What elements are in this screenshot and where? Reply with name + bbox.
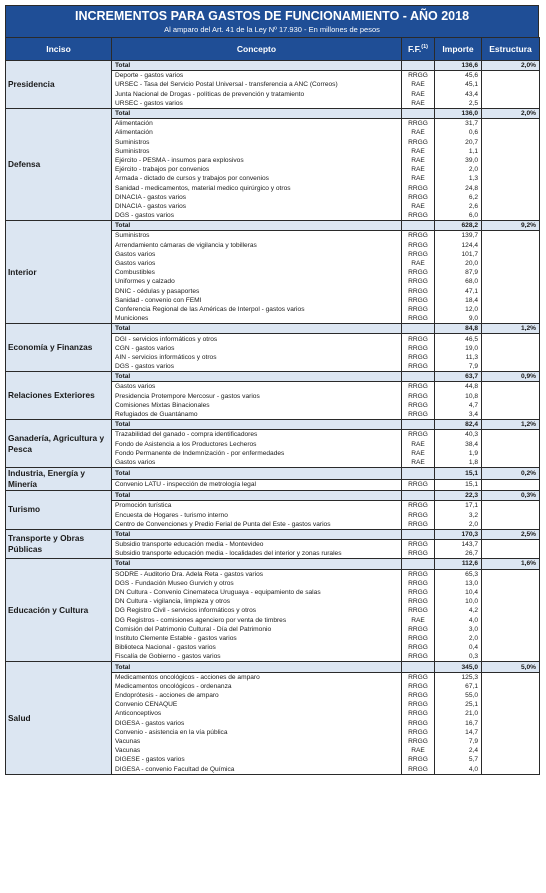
total-row: [6, 221, 540, 231]
total-row: [6, 491, 540, 501]
total-label: Total: [112, 372, 402, 382]
ff-cell: RRGG: [402, 652, 435, 662]
importe-cell: 139,7: [435, 231, 482, 241]
ff-cell: RAE: [402, 259, 435, 268]
importe-cell: 124,4: [435, 241, 482, 250]
total-label: Total: [112, 529, 402, 539]
ff-cell: RRGG: [402, 728, 435, 737]
ff-cell: RAE: [402, 202, 435, 211]
concepto-cell: URSEC - Tasa del Servicio Postal Universal - transferencia a ANC (Correos): [112, 80, 402, 89]
ff-cell: RRGG: [402, 672, 435, 682]
total-ff: [402, 420, 435, 430]
inciso-name: Defensa: [6, 108, 112, 220]
inciso-name: Educación y Cultura: [6, 559, 112, 662]
ff-cell: RRGG: [402, 719, 435, 728]
ff-cell: RRGG: [402, 765, 435, 775]
importe-cell: 10,8: [435, 392, 482, 401]
importe-cell: 0,6: [435, 128, 482, 137]
ff-cell: RAE: [402, 174, 435, 183]
concepto-cell: Medicamentos oncológicos - ordenanza: [112, 682, 402, 691]
concepto-cell: Fondo de Asistencia a los Productores Lecheros: [112, 440, 402, 449]
total-importe: 136,0: [435, 108, 482, 118]
concepto-cell: Centro de Convenciones y Predio Ferial de Punta del Este - gastos varios: [112, 520, 402, 530]
ff-cell: RAE: [402, 458, 435, 468]
concepto-cell: DN Cultura - Convenio Cinemateca Uruguaya - equipamiento de salas: [112, 588, 402, 597]
ff-cell: RRGG: [402, 691, 435, 700]
importe-cell: 2,5: [435, 99, 482, 109]
ff-cell: RRGG: [402, 241, 435, 250]
inciso-name: Relaciones Exteriores: [6, 372, 112, 420]
ff-cell: RAE: [402, 440, 435, 449]
total-estructura: 0,2%: [482, 468, 540, 480]
importe-cell: 10,0: [435, 597, 482, 606]
importe-cell: 2,0: [435, 634, 482, 643]
total-estructura: 2,5%: [482, 529, 540, 539]
total-estructura: 1,6%: [482, 559, 540, 569]
ff-cell: RRGG: [402, 501, 435, 511]
importe-cell: 4,0: [435, 616, 482, 625]
importe-cell: 26,7: [435, 549, 482, 559]
importe-cell: 14,7: [435, 728, 482, 737]
concepto-cell: Fondo Permanente de Indemnización - por enfermedades: [112, 449, 402, 458]
total-ff: [402, 61, 435, 71]
header-ff-label: F.F.: [408, 44, 422, 54]
inciso-name: Salud: [6, 662, 112, 774]
ff-cell: RAE: [402, 90, 435, 99]
importe-cell: 7,9: [435, 362, 482, 372]
report-container: [5, 5, 539, 775]
concepto-cell: Combustibles: [112, 268, 402, 277]
concepto-cell: Fiscalía de Gobierno - gastos varios: [112, 652, 402, 662]
inciso-name: Presidencia: [6, 61, 112, 109]
ff-cell: RRGG: [402, 382, 435, 392]
importe-cell: 7,9: [435, 737, 482, 746]
concepto-cell: DNIC - cédulas y pasaportes: [112, 287, 402, 296]
concepto-cell: DG Registro Civil - servicios informáticos y otros: [112, 606, 402, 615]
concepto-cell: Sanidad - medicamentos, material medico quirúrgico y otros: [112, 183, 402, 192]
total-estructura: 2,0%: [482, 61, 540, 71]
inciso-name: Turismo: [6, 491, 112, 530]
ff-cell: RRGG: [402, 540, 435, 550]
inciso-name: Interior: [6, 221, 112, 324]
concepto-cell: Medicamentos oncológicos - acciones de amparo: [112, 672, 402, 682]
importe-cell: 6,2: [435, 193, 482, 202]
concepto-cell: Ejército - PESMA - insumos para explosivos: [112, 156, 402, 165]
header-concepto: Concepto: [112, 38, 402, 61]
importe-cell: 87,9: [435, 268, 482, 277]
total-importe: 170,3: [435, 529, 482, 539]
inciso-name: Economía y Finanzas: [6, 324, 112, 372]
total-label: Total: [112, 108, 402, 118]
total-estructura: 2,0%: [482, 108, 540, 118]
ff-cell: RRGG: [402, 682, 435, 691]
funding-table: [5, 37, 540, 775]
concepto-cell: Gastos varios: [112, 250, 402, 259]
ff-cell: RRGG: [402, 737, 435, 746]
ff-cell: RAE: [402, 449, 435, 458]
importe-cell: 40,3: [435, 430, 482, 440]
concepto-cell: Gastos varios: [112, 259, 402, 268]
total-label: Total: [112, 662, 402, 672]
total-importe: 112,6: [435, 559, 482, 569]
importe-cell: 20,7: [435, 138, 482, 147]
ff-cell: RRGG: [402, 119, 435, 129]
ff-cell: RRGG: [402, 709, 435, 718]
importe-cell: 13,0: [435, 579, 482, 588]
importe-cell: 4,2: [435, 606, 482, 615]
importe-cell: 6,0: [435, 211, 482, 221]
ff-cell: RRGG: [402, 510, 435, 519]
concepto-cell: Armada - dictado de cursos y trabajos por convenios: [112, 174, 402, 183]
concepto-cell: Vacunas: [112, 746, 402, 755]
header-ff-footnote: (1): [421, 44, 428, 51]
ff-cell: RRGG: [402, 700, 435, 709]
concepto-cell: DGI - servicios informáticos y otros: [112, 334, 402, 344]
estructura-blank: [482, 479, 540, 491]
ff-cell: RRGG: [402, 353, 435, 362]
importe-cell: 4,7: [435, 401, 482, 410]
concepto-cell: DN Cultura - vigilancia, limpieza y otros: [112, 597, 402, 606]
total-row: [6, 529, 540, 539]
ff-cell: RRGG: [402, 334, 435, 344]
estructura-blank: [482, 334, 540, 372]
header-estructura: Estructura: [482, 38, 540, 61]
concepto-cell: SODRE - Auditorio Dra. Adela Reta - gastos varios: [112, 569, 402, 579]
total-label: Total: [112, 559, 402, 569]
importe-cell: 15,1: [435, 479, 482, 491]
concepto-cell: Convenio - asistencia en la vía pública: [112, 728, 402, 737]
header-row: [6, 38, 540, 61]
ff-cell: RRGG: [402, 625, 435, 634]
concepto-cell: Suministros: [112, 231, 402, 241]
report-title: INCREMENTOS PARA GASTOS DE FUNCIONAMIENTO - AÑO 2018: [74, 9, 470, 23]
importe-cell: 46,5: [435, 334, 482, 344]
importe-cell: 2,0: [435, 520, 482, 530]
total-label: Total: [112, 420, 402, 430]
importe-cell: 67,1: [435, 682, 482, 691]
concepto-cell: URSEC - gastos varios: [112, 99, 402, 109]
inciso-name: Industria, Energía y Minería: [6, 468, 112, 491]
importe-cell: 31,7: [435, 119, 482, 129]
importe-cell: 18,4: [435, 296, 482, 305]
total-importe: 82,4: [435, 420, 482, 430]
ff-cell: RAE: [402, 80, 435, 89]
total-importe: 628,2: [435, 221, 482, 231]
total-estructura: 0,9%: [482, 372, 540, 382]
concepto-cell: DIGESA - gastos varios: [112, 719, 402, 728]
ff-cell: RRGG: [402, 193, 435, 202]
ff-cell: RRGG: [402, 344, 435, 353]
title-bar: [5, 5, 539, 37]
concepto-cell: Vacunas: [112, 737, 402, 746]
importe-cell: 1,8: [435, 458, 482, 468]
concepto-cell: Gastos varios: [112, 382, 402, 392]
importe-cell: 1,9: [435, 449, 482, 458]
importe-cell: 1,1: [435, 147, 482, 156]
total-estructura: 0,3%: [482, 491, 540, 501]
concepto-cell: Comisiones Mixtas Binacionales: [112, 401, 402, 410]
total-importe: 345,0: [435, 662, 482, 672]
table-body: [6, 61, 540, 775]
concepto-cell: Alimentación: [112, 119, 402, 129]
total-ff: [402, 108, 435, 118]
concepto-cell: Alimentación: [112, 128, 402, 137]
concepto-cell: AIN - servicios informáticos y otros: [112, 353, 402, 362]
concepto-cell: Convenio CENAQUE: [112, 700, 402, 709]
importe-cell: 45,6: [435, 71, 482, 81]
total-ff: [402, 324, 435, 334]
concepto-cell: Deporte - gastos varios: [112, 71, 402, 81]
ff-cell: RRGG: [402, 362, 435, 372]
header-importe: Importe: [435, 38, 482, 61]
estructura-blank: [482, 540, 540, 559]
ff-cell: RRGG: [402, 314, 435, 324]
importe-cell: 55,0: [435, 691, 482, 700]
importe-cell: 17,1: [435, 501, 482, 511]
concepto-cell: DGS - gastos varios: [112, 362, 402, 372]
concepto-cell: Convenio LATU - inspección de metrología legal: [112, 479, 402, 491]
estructura-blank: [482, 430, 540, 468]
ff-cell: RRGG: [402, 643, 435, 652]
concepto-cell: Promoción turística: [112, 501, 402, 511]
total-row: [6, 662, 540, 672]
ff-cell: RRGG: [402, 579, 435, 588]
importe-cell: 143,7: [435, 540, 482, 550]
importe-cell: 3,0: [435, 625, 482, 634]
ff-cell: RRGG: [402, 296, 435, 305]
importe-cell: 20,0: [435, 259, 482, 268]
importe-cell: 68,0: [435, 277, 482, 286]
total-label: Total: [112, 221, 402, 231]
importe-cell: 25,1: [435, 700, 482, 709]
importe-cell: 3,4: [435, 410, 482, 420]
total-ff: [402, 529, 435, 539]
importe-cell: 2,6: [435, 202, 482, 211]
concepto-cell: Ejército - trabajos por convenios: [112, 165, 402, 174]
estructura-blank: [482, 382, 540, 420]
concepto-cell: Suministros: [112, 147, 402, 156]
total-row: [6, 372, 540, 382]
ff-cell: RRGG: [402, 634, 435, 643]
ff-cell: RAE: [402, 156, 435, 165]
concepto-cell: Uniformes y calzado: [112, 277, 402, 286]
ff-cell: RRGG: [402, 71, 435, 81]
importe-cell: 125,3: [435, 672, 482, 682]
importe-cell: 4,0: [435, 765, 482, 775]
importe-cell: 38,4: [435, 440, 482, 449]
ff-cell: RRGG: [402, 287, 435, 296]
total-estructura: 1,2%: [482, 420, 540, 430]
estructura-blank: [482, 231, 540, 324]
ff-cell: RRGG: [402, 606, 435, 615]
concepto-cell: DGS - Fundación Museo Gurvich y otros: [112, 579, 402, 588]
total-ff: [402, 491, 435, 501]
concepto-cell: Subsidio transporte educación media - localidades del interior y zonas rurales: [112, 549, 402, 559]
ff-cell: RRGG: [402, 277, 435, 286]
importe-cell: 65,3: [435, 569, 482, 579]
ff-cell: RRGG: [402, 305, 435, 314]
importe-cell: 10,4: [435, 588, 482, 597]
concepto-cell: Trazabilidad del ganado - compra identificadores: [112, 430, 402, 440]
ff-cell: RRGG: [402, 588, 435, 597]
ff-cell: RRGG: [402, 211, 435, 221]
concepto-cell: Presidencia Protempore Mercosur - gastos varios: [112, 392, 402, 401]
concepto-cell: Instituto Clemente Estable - gastos varios: [112, 634, 402, 643]
importe-cell: 0,3: [435, 652, 482, 662]
total-estructura: 9,2%: [482, 221, 540, 231]
ff-cell: RRGG: [402, 138, 435, 147]
importe-cell: 24,8: [435, 183, 482, 192]
total-label: Total: [112, 61, 402, 71]
importe-cell: 44,8: [435, 382, 482, 392]
report-subtitle: Al amparo del Art. 41 de la Ley Nº 17.930 - En millones de pesos: [164, 25, 380, 34]
estructura-blank: [482, 569, 540, 662]
importe-cell: 9,0: [435, 314, 482, 324]
total-ff: [402, 559, 435, 569]
estructura-blank: [482, 71, 540, 109]
concepto-cell: Anticonceptivos: [112, 709, 402, 718]
ff-cell: RRGG: [402, 549, 435, 559]
estructura-blank: [482, 672, 540, 774]
ff-cell: RAE: [402, 165, 435, 174]
importe-cell: 21,0: [435, 709, 482, 718]
ff-cell: RRGG: [402, 755, 435, 764]
ff-cell: RRGG: [402, 569, 435, 579]
inciso-name: Ganadería, Agricultura y Pesca: [6, 420, 112, 468]
concepto-cell: Junta Nacional de Drogas - políticas de prevención y tratamiento: [112, 90, 402, 99]
concepto-cell: Refugiados de Guantánamo: [112, 410, 402, 420]
importe-cell: 1,3: [435, 174, 482, 183]
ff-cell: RAE: [402, 128, 435, 137]
total-label: Total: [112, 468, 402, 480]
ff-cell: RRGG: [402, 430, 435, 440]
total-row: [6, 108, 540, 118]
concepto-cell: DG Registros - comisiones agenciero por venta de timbres: [112, 616, 402, 625]
total-ff: [402, 221, 435, 231]
importe-cell: 5,7: [435, 755, 482, 764]
total-row: [6, 420, 540, 430]
ff-cell: RAE: [402, 746, 435, 755]
importe-cell: 16,7: [435, 719, 482, 728]
importe-cell: 11,3: [435, 353, 482, 362]
header-inciso: Inciso: [6, 38, 112, 61]
concepto-cell: Subsidio transporte educación media - Montevideo: [112, 540, 402, 550]
ff-cell: RRGG: [402, 183, 435, 192]
total-importe: 22,3: [435, 491, 482, 501]
estructura-blank: [482, 501, 540, 530]
total-row: [6, 559, 540, 569]
concepto-cell: Encuesta de Hogares - turismo interno: [112, 510, 402, 519]
concepto-cell: Gastos varios: [112, 458, 402, 468]
total-estructura: 5,0%: [482, 662, 540, 672]
concepto-cell: Municiones: [112, 314, 402, 324]
concepto-cell: DINACIA - gastos varios: [112, 202, 402, 211]
ff-cell: RAE: [402, 99, 435, 109]
importe-cell: 19,0: [435, 344, 482, 353]
concepto-cell: Conferencia Regional de las Américas de Interpol - gastos varios: [112, 305, 402, 314]
estructura-blank: [482, 119, 540, 221]
total-row: [6, 324, 540, 334]
ff-cell: RRGG: [402, 392, 435, 401]
concepto-cell: Arrendamiento cámaras de vigilancia y tobilleras: [112, 241, 402, 250]
total-ff: [402, 468, 435, 480]
total-row: [6, 61, 540, 71]
total-label: Total: [112, 324, 402, 334]
ff-cell: RRGG: [402, 479, 435, 491]
concepto-cell: Comisión del Patrimonio Cultural - Día del Patrimonio: [112, 625, 402, 634]
inciso-name: Transporte y Obras Públicas: [6, 529, 112, 559]
concepto-cell: DIGESA - convenio Facultad de Química: [112, 765, 402, 775]
concepto-cell: Biblioteca Nacional - gastos varios: [112, 643, 402, 652]
concepto-cell: Endoprótesis - acciones de amparo: [112, 691, 402, 700]
total-row: [6, 468, 540, 480]
total-ff: [402, 372, 435, 382]
ff-cell: RRGG: [402, 401, 435, 410]
ff-cell: RRGG: [402, 250, 435, 259]
importe-cell: 3,2: [435, 510, 482, 519]
ff-cell: RAE: [402, 147, 435, 156]
ff-cell: RRGG: [402, 597, 435, 606]
concepto-cell: DINACIA - gastos varios: [112, 193, 402, 202]
total-importe: 63,7: [435, 372, 482, 382]
ff-cell: RRGG: [402, 410, 435, 420]
ff-cell: RRGG: [402, 231, 435, 241]
concepto-cell: DIGESE - gastos varios: [112, 755, 402, 764]
importe-cell: 47,1: [435, 287, 482, 296]
importe-cell: 12,0: [435, 305, 482, 314]
total-label: Total: [112, 491, 402, 501]
concepto-cell: Suministros: [112, 138, 402, 147]
importe-cell: 43,4: [435, 90, 482, 99]
total-ff: [402, 662, 435, 672]
concepto-cell: Sanidad - convenio con FEMI: [112, 296, 402, 305]
ff-cell: RRGG: [402, 520, 435, 530]
importe-cell: 0,4: [435, 643, 482, 652]
ff-cell: RRGG: [402, 268, 435, 277]
total-importe: 15,1: [435, 468, 482, 480]
total-importe: 136,6: [435, 61, 482, 71]
importe-cell: 2,4: [435, 746, 482, 755]
importe-cell: 45,1: [435, 80, 482, 89]
importe-cell: 2,0: [435, 165, 482, 174]
total-estructura: 1,2%: [482, 324, 540, 334]
ff-cell: RAE: [402, 616, 435, 625]
importe-cell: 101,7: [435, 250, 482, 259]
importe-cell: 39,0: [435, 156, 482, 165]
concepto-cell: DGS - gastos varios: [112, 211, 402, 221]
header-ff: [402, 38, 435, 61]
concepto-cell: CGN - gastos varios: [112, 344, 402, 353]
total-importe: 84,8: [435, 324, 482, 334]
